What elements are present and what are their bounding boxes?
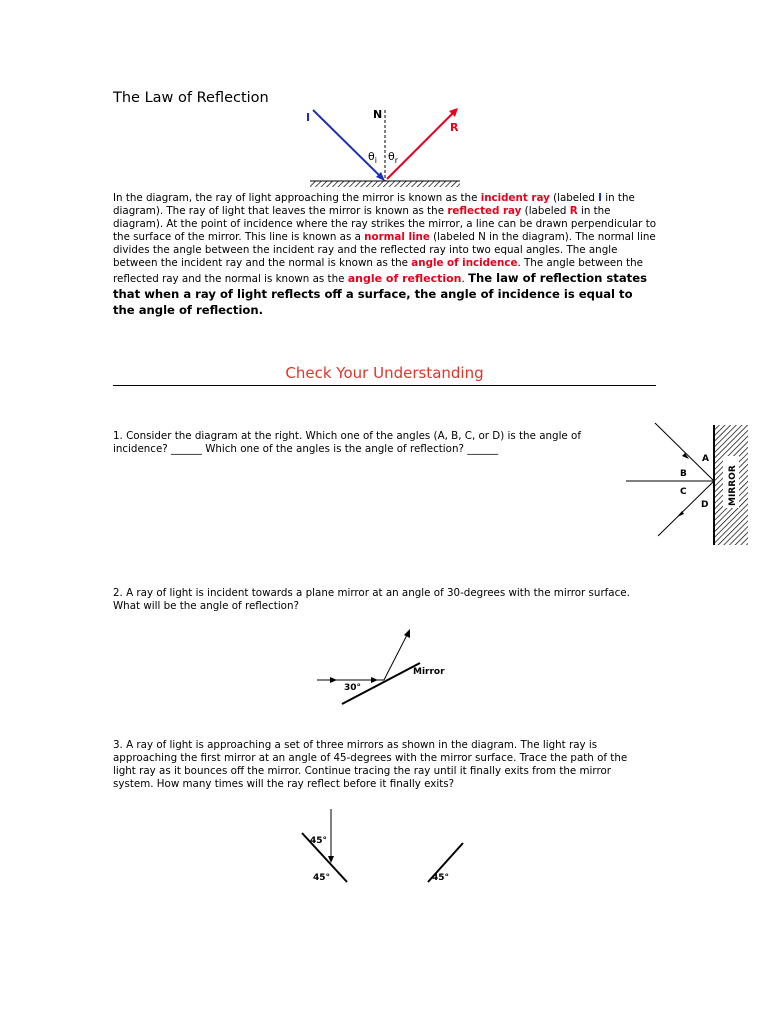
label-r: R [450,121,459,134]
text-segment: in the diagram). At the point of incidence where the ray strikes the mirror, a line can be drawn perpendicular to the surface of the mirror. This line is known as a [113,205,657,243]
label-i: I [306,111,311,124]
q3-label-bottom-left: 45° [313,873,331,883]
check-understanding-heading: Check Your Understanding [285,364,484,382]
q2-incident-arrow-2 [371,677,378,683]
q2-angle-label: 30° [344,683,362,693]
label-theta-i: $\theta_i$ [368,150,377,165]
q1-mirror-label: MIRROR [728,465,738,506]
q1-label-b: B [680,469,687,479]
q2-mirror-label: Mirror [413,667,445,677]
text-segment: in the diagram). The ray of light that leaves the mirror is known as the [113,192,635,217]
text-segment: . [461,273,469,285]
term-normal-line: normal line [364,231,430,243]
q1-label-c: C [680,487,687,497]
question-1-diagram [622,420,752,550]
reflection-diagram [300,100,470,190]
question-3-diagram [295,805,470,890]
question-2-text: 2. A ray of light is incident towards a plane mirror at an angle of 30-degrees with the mirror surface. What will be the angle of reflection? [113,587,630,612]
label-theta-r: $\theta_r$ [388,150,399,165]
q2-incident-arrow-1 [330,677,337,683]
term-incident-ray: incident ray [480,192,550,204]
q2-reflected-arrowhead [404,629,410,638]
term-angle-of-reflection: angle of reflection [347,272,462,285]
label-n: N [373,108,383,121]
text-segment: (labeled N in the diagram). The normal line divides the angle between the incident ray and the reflected ray into two equal angles. The angle between the incident ray and the normal is known as the [113,231,656,269]
q3-label-top: 45° [310,836,328,846]
text-segment: (labeled [521,205,570,217]
term-label-i: I [598,192,602,204]
mirror-surface [310,181,460,187]
q2-reflected-ray [384,633,408,680]
term-angle-of-incidence: angle of incidence [411,257,518,269]
page-title: The Law of Reflection [113,90,269,106]
text-segment: In the diagram, the ray of light approaching the mirror is known as the [113,192,481,204]
q1-label-a: A [702,454,709,464]
term-reflected-ray: reflected ray [447,205,522,217]
law-statement: The law of reflection states that when a ray of light reflects off a surface, the angle of incidence is equal to the angle of reflection. [113,271,647,317]
q3-label-right: 45° [432,873,450,883]
reflected-ray [387,111,455,179]
section-divider [113,385,656,386]
q1-label-d: D [701,500,709,510]
explanation-paragraph [113,192,658,318]
term-label-r: R [569,205,578,217]
question-1-text: 1. Consider the diagram at the right. Which one of the angles (A, B, C, or D) is the angle of incidence? ______ Which one of the angles is the angle of reflection? ______ [113,430,581,455]
text-segment: (labeled [549,192,599,204]
question-3-text: 3. A ray of light is approaching a set of three mirrors as shown in the diagram. The light ray is approaching the first mirror at an angle of 45-degrees with the mirror surface. Trace the path of the light ray as it bounces off the mirror. Continue tracing the ray until it finally exits from the mirror system. How many times will the ray reflect before it finally exits? [113,739,628,790]
text-segment: . The angle between the reflected ray and the normal is known as the [113,257,643,285]
question-2-diagram [312,625,462,710]
